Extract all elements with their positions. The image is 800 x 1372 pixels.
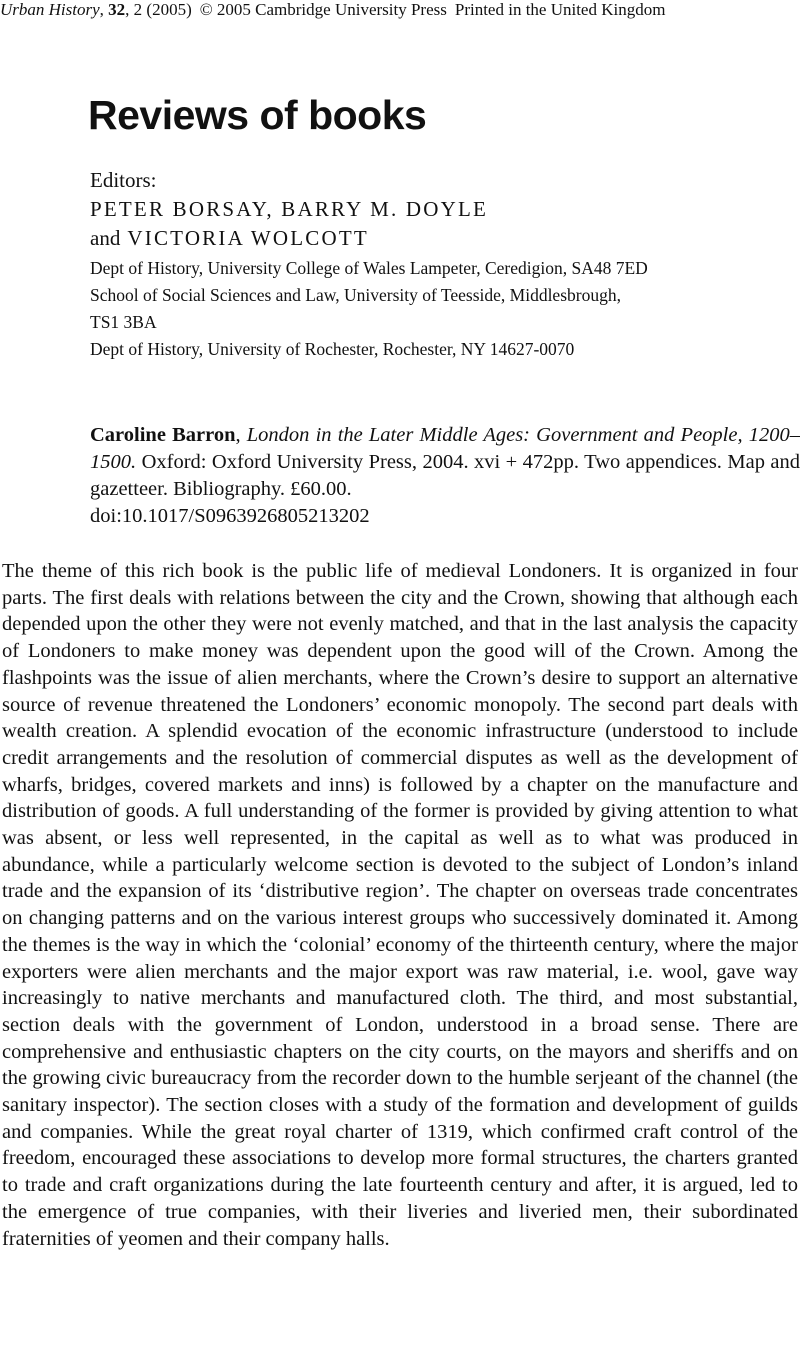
- review-book-author: Caroline Barron: [90, 424, 236, 446]
- running-header: Urban History, 32, 2 (2005) © 2005 Cambridge University Press Printed in the United Kingdom: [0, 0, 666, 19]
- editor-and-word: and: [90, 226, 121, 250]
- editor-names-line-2: [90, 224, 790, 253]
- printed-notice: Printed in the United Kingdom: [454, 0, 666, 19]
- page-title: Reviews of books: [88, 92, 427, 138]
- editors-label: Editors:: [90, 168, 157, 192]
- editors-block: [90, 165, 790, 363]
- affiliation-teesside-postcode: TS1 3BA: [90, 312, 157, 332]
- review-body-text: The theme of this rich book is the public life of medieval Londoners. It is organized in four parts. The first deals with relations between the city and the Crown, showing that although each depended upon the other they were not evenly matched, and that in the last analysis the capacity of Londoners to make money was dependent upon the good will of the Crown. Among the flashpoints was the issue of alien merchants, where the Crown’s desire to support an alternative source of revenue threatened the Londoners’ economic monopoly. The second part deals with wealth creation. A splendid evocation of the economic infrastructure (understood to include credit arrangements and the resolution of commercial disputes as well as the development of wharfs, bridges, covered markets and inns) is followed by a chapter on the manufacture and distribution of goods. A full understanding of the former is provided by giving attention to what was absent, or less well represented, in the capital as well as to what was produced in abundance, while a particularly welcome section is devoted to the subject of London’s inland trade and the expansion of its ‘distributive region’. The chapter on overseas trade concentrates on changing patterns and on the various interest groups who successively dominated it. Among the themes is the way in which the ‘colonial’ economy of the thirteenth century, where the major exporters were alien merchants and the major export was raw material, i.e. wool, gave way increasingly to native merchants and manufactured cloth. The third, and most substantial, section deals with the government of London, understood in a broad sense. There are comprehensive and enthusiastic chapters on the city courts, on the mayors and sheriffs and on the growing civic bureaucracy from the recorder down to the humble serjeant of the channel (the sanitary inspector). The section closes with a study of the formation and development of guilds and companies. While the great royal charter of 1319, which confirmed craft control of the freedom, encouraged these associations to develop more formal structures, the charters granted to trade and craft organizations during the late fourteenth century and after, it is argued, led to the emergence of true companies, with their liveries and liveried men, their subordinated fraternities of yeomen and their company halls.: [2, 560, 798, 1250]
- review-book-details: Oxford: Oxford University Press, 2004. xvi + 472pp. Two appendices. Map and gazetteer. Bibliography. £60.00.: [90, 451, 800, 500]
- affiliation-teesside: School of Social Sciences and Law, University of Teesside, Middlesbrough,: [90, 285, 621, 305]
- affiliation-rochester: Dept of History, University of Rochester, Rochester, NY 14627-0070: [90, 339, 575, 359]
- review-citation: Caroline Barron, London in the Later Middle Ages: Government and People, 1200–1500. Oxford: Oxford University Press, 2004. xvi + 472pp. Two appendices. Map and gazetteer. Bibliography. £60.00. doi:10.1017/S0963926805213202: [90, 424, 800, 527]
- review-book-title: London in the Later Middle Ages: Government and People, 1200–1500.: [90, 424, 800, 473]
- affiliations-list: [90, 255, 790, 363]
- copyright-notice: © 2005 Cambridge University Press: [199, 0, 447, 19]
- journal-name: Urban History: [0, 0, 100, 19]
- editor-name-wolcott: VICTORIA WOLCOTT: [127, 226, 369, 250]
- journal-volume: 32: [108, 0, 126, 19]
- journal-issue-year: , 2 (2005): [125, 0, 192, 19]
- review-doi: doi:10.1017/S0963926805213202: [90, 505, 370, 527]
- affiliation-lampeter: Dept of History, University College of Wales Lampeter, Ceredigion, SA48 7ED: [90, 258, 648, 278]
- editor-names-line-1: PETER BORSAY, BARRY M. DOYLE: [90, 197, 489, 221]
